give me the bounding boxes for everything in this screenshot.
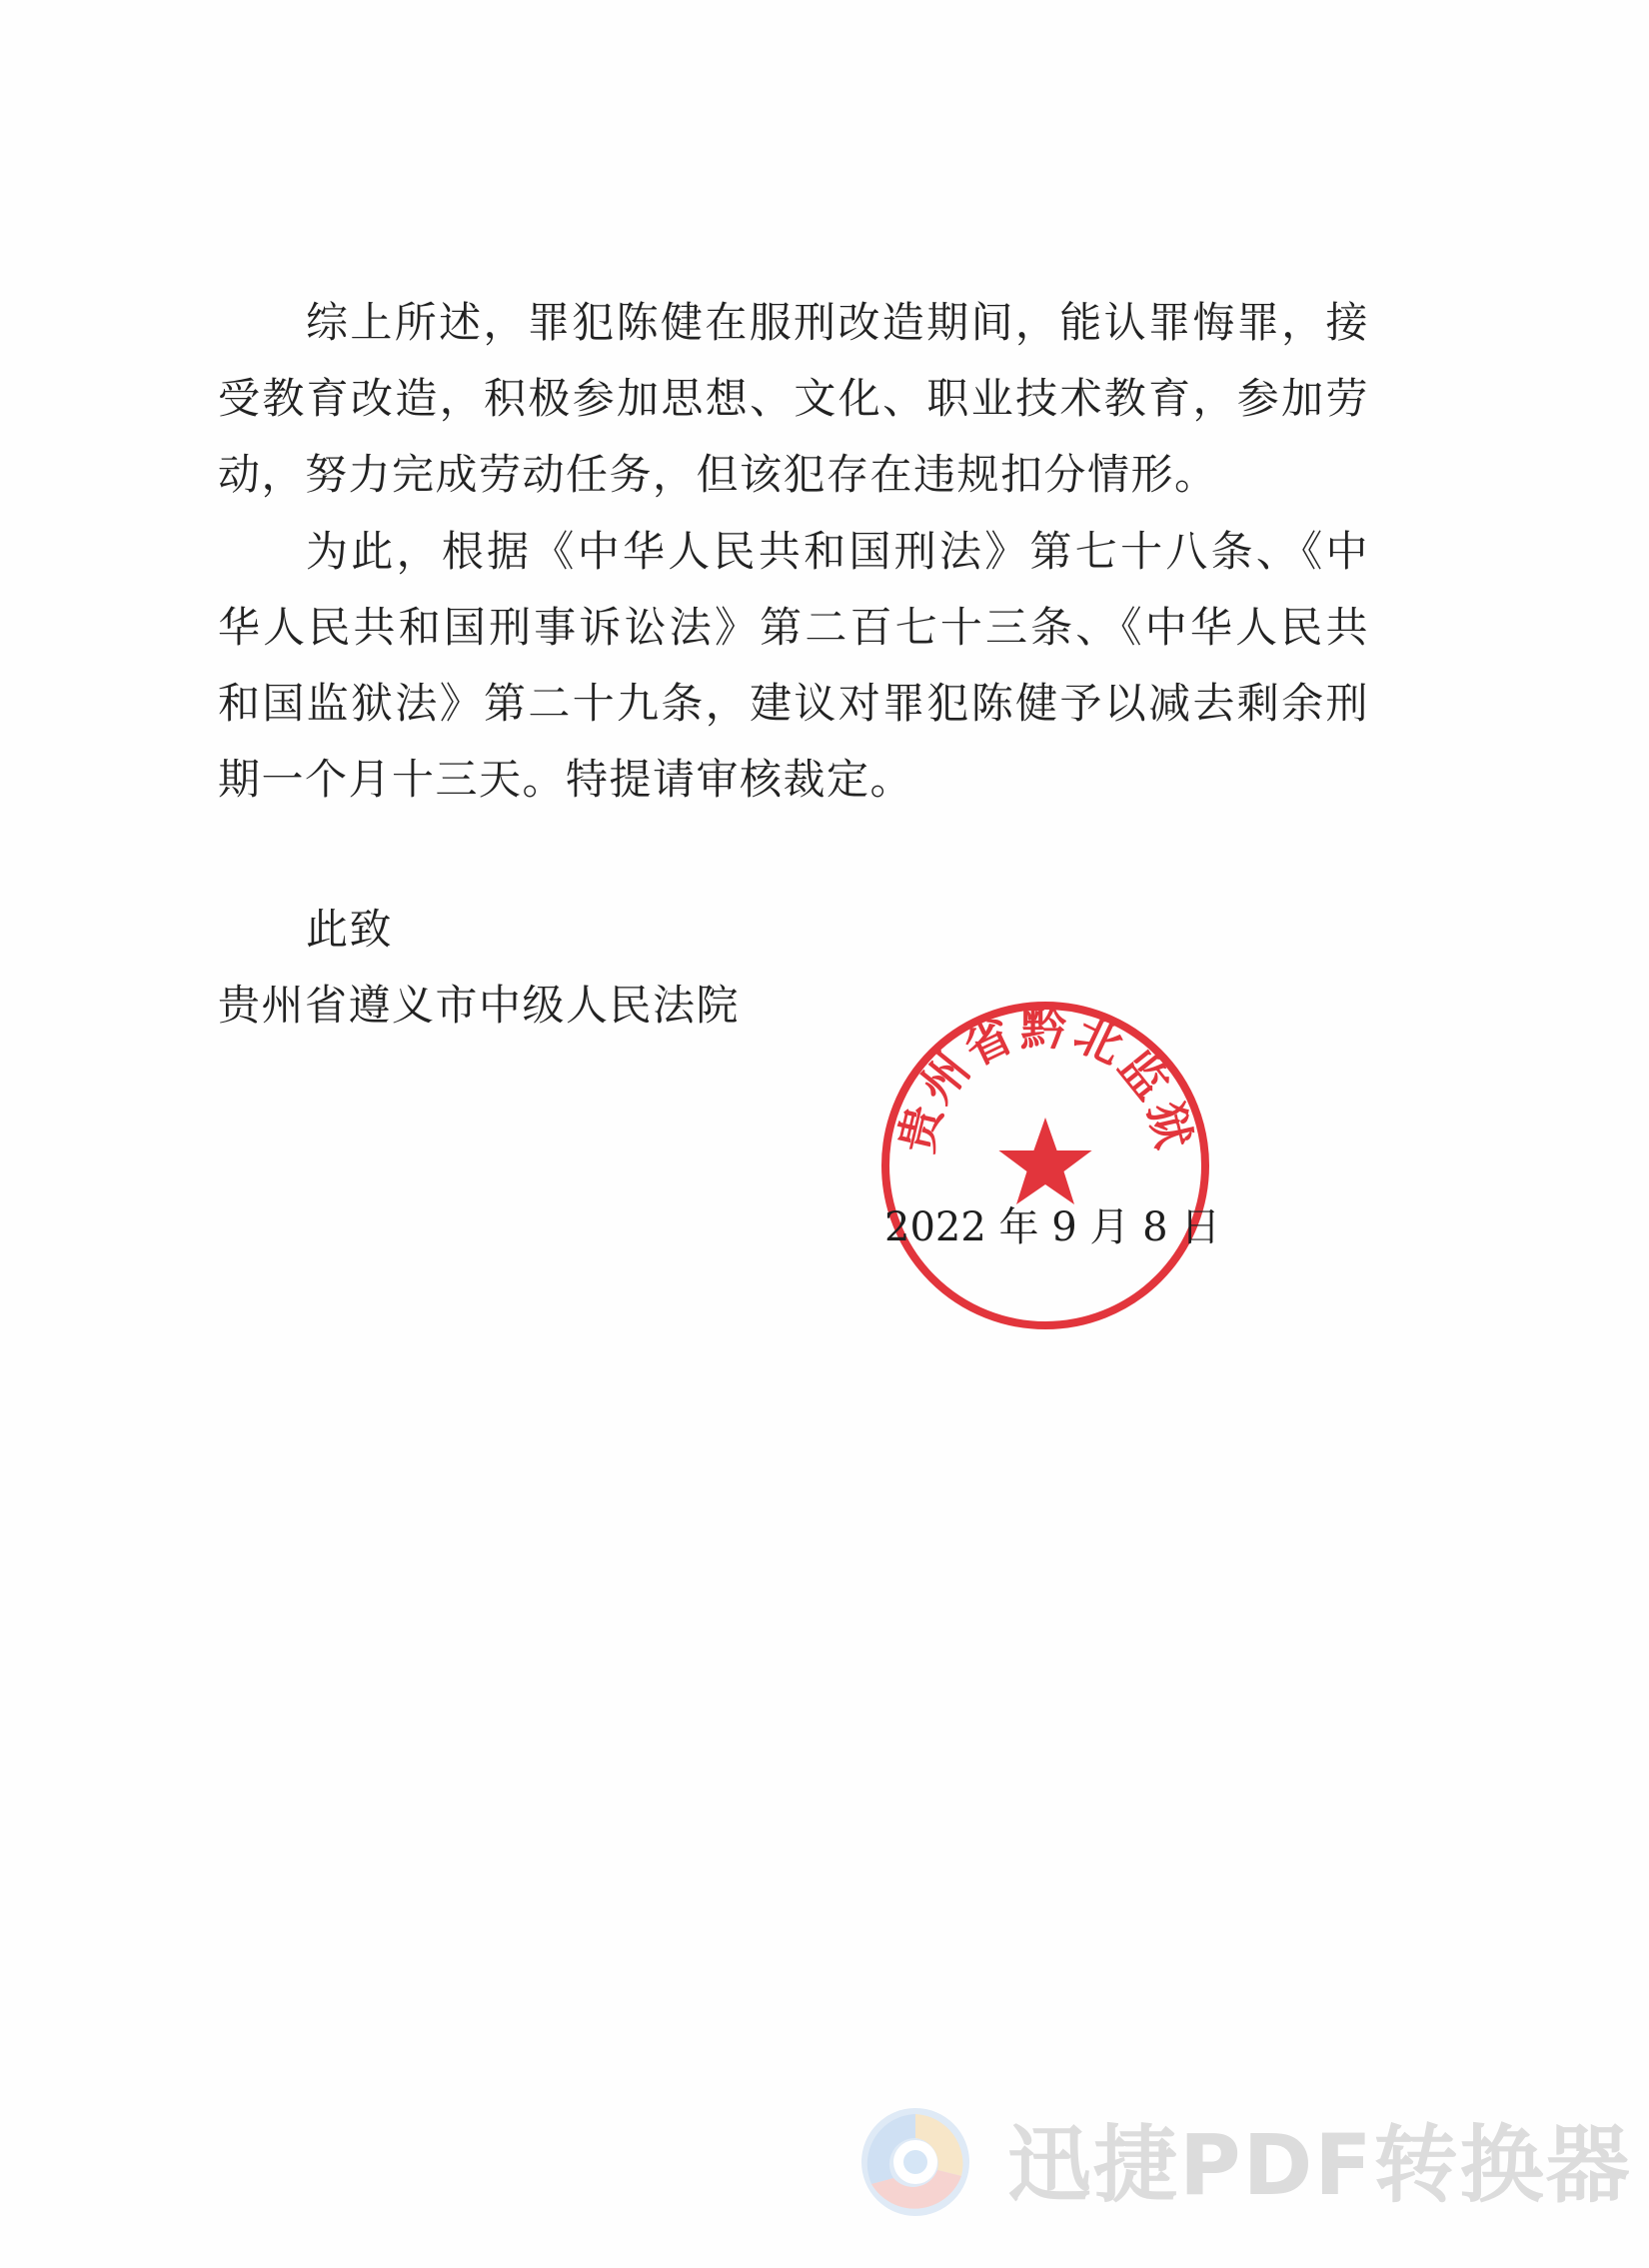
paragraph-2-line-4: 期一个月十三天。特提请审核裁定。 bbox=[218, 755, 914, 804]
converter-watermark bbox=[849, 2104, 1632, 2224]
official-seal-stamp bbox=[879, 1000, 1211, 1331]
watermark-text: 迅捷PDF转换器 bbox=[1007, 2116, 1632, 2214]
paragraph-2-line-2: 华人民共和国刑事诉讼法》第二百七十三条、《中华人民共 bbox=[218, 603, 1369, 652]
paragraph-1-line-2: 受教育改造，积极参加思想、文化、职业技术教育，参加劳 bbox=[218, 374, 1369, 423]
paragraph-2-line-3: 和国监狱法》第二十九条，建议对罪犯陈健予以减去剩余刑 bbox=[218, 679, 1369, 728]
paragraph-1-line-1: 综上所述，罪犯陈健在服刑改造期间，能认罪悔罪，接 bbox=[306, 298, 1369, 347]
seal-star-icon bbox=[998, 1118, 1091, 1204]
document-date: 2022 年 9 月 8 日 bbox=[884, 1204, 1221, 1250]
paragraph-2-line-1: 为此，根据《中华人民共和国刑法》第七十八条、《中 bbox=[306, 527, 1369, 576]
salutation: 此致 bbox=[306, 905, 394, 954]
recipient: 贵州省遵义市中级人民法院 bbox=[218, 981, 741, 1030]
watermark-logo-icon bbox=[849, 2104, 979, 2224]
paragraph-1-line-3: 动，努力完成劳动任务，但该犯存在违规扣分情形。 bbox=[218, 450, 1218, 499]
seal-text: 贵州省黔北监狱 bbox=[888, 1001, 1202, 1158]
